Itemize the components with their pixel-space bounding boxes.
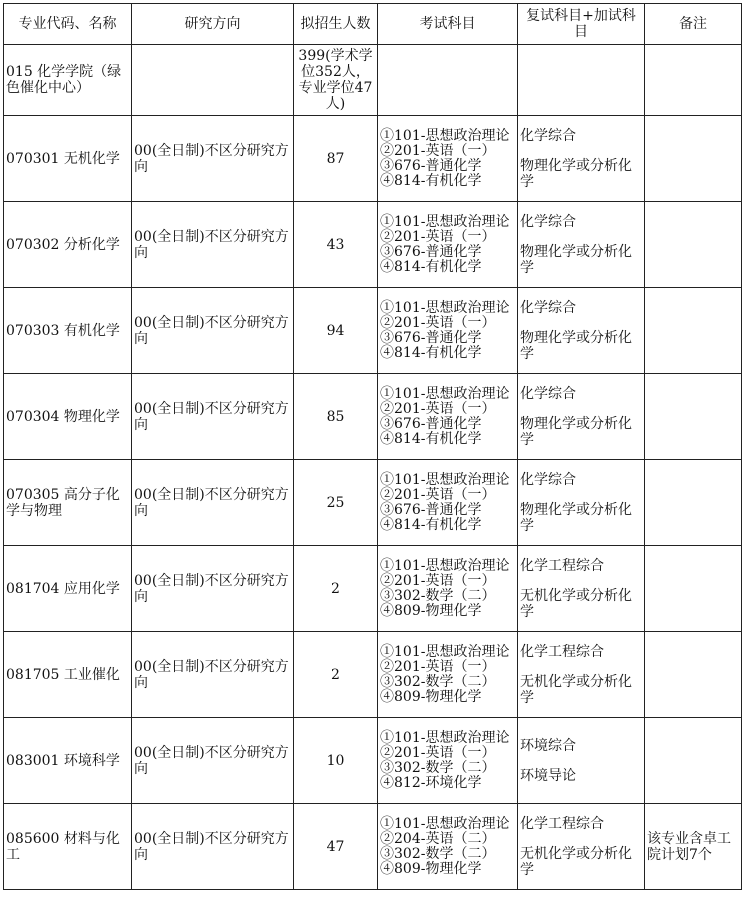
research-direction: 00(全日制)不区分研究方向 bbox=[132, 374, 294, 460]
exam-subject: ①101-思想政治理论 bbox=[380, 127, 510, 144]
department-quota: 399(学术学位352人，专业学位47人) bbox=[294, 45, 378, 116]
exam-subject: ②201-英语（一） bbox=[380, 486, 496, 503]
retest-subjects bbox=[518, 202, 645, 288]
note-cell: 该专业含卓工院计划7个 bbox=[645, 804, 742, 890]
retest-subject: 环境综合 bbox=[520, 737, 576, 754]
retest-subjects bbox=[518, 288, 645, 374]
header-retest: 复试科目+加试科目 bbox=[518, 4, 645, 45]
exam-subject: ②204-英语（二） bbox=[380, 830, 496, 847]
major-code-name: 070303 有机化学 bbox=[4, 288, 132, 374]
major-code-name: 083001 环境科学 bbox=[4, 718, 132, 804]
exam-subjects bbox=[378, 374, 518, 460]
exam-subject: ①101-思想政治理论 bbox=[380, 299, 510, 316]
research-direction: 00(全日制)不区分研究方向 bbox=[132, 632, 294, 718]
retest-subject: 化学综合 bbox=[520, 299, 576, 316]
header-code-name: 专业代码、名称 bbox=[4, 4, 132, 45]
exam-subject: ③302-数学（二） bbox=[380, 845, 496, 862]
exam-subject: ④814-有机化学 bbox=[380, 430, 482, 447]
retest-subjects bbox=[518, 460, 645, 546]
retest-gap bbox=[520, 574, 642, 588]
department-note bbox=[645, 45, 742, 116]
exam-subject: ③676-普通化学 bbox=[380, 329, 482, 346]
note-cell bbox=[645, 288, 742, 374]
exam-subject: ①101-思想政治理论 bbox=[380, 815, 510, 832]
exam-subject: ③302-数学（二） bbox=[380, 673, 496, 690]
exam-subjects bbox=[378, 546, 518, 632]
enrollment-quota: 85 bbox=[294, 374, 378, 460]
exam-subjects bbox=[378, 116, 518, 202]
exam-subject: ④809-物理化学 bbox=[380, 602, 482, 619]
retest-subject: 化学工程综合 bbox=[520, 815, 604, 832]
retest-subject: 环境导论 bbox=[520, 767, 576, 784]
retest-subject: 化学工程综合 bbox=[520, 557, 604, 574]
exam-subject: ②201-英语（一） bbox=[380, 658, 496, 675]
enrollment-quota: 2 bbox=[294, 632, 378, 718]
admissions-table bbox=[3, 3, 742, 890]
exam-subject: ②201-英语（一） bbox=[380, 744, 496, 761]
table-row bbox=[4, 546, 742, 632]
exam-subject: ③676-普通化学 bbox=[380, 415, 482, 432]
retest-subject: 物理化学或分析化学 bbox=[520, 415, 632, 448]
header-quota: 拟招生人数 bbox=[294, 4, 378, 45]
retest-gap bbox=[520, 402, 642, 416]
retest-subject: 物理化学或分析化学 bbox=[520, 329, 632, 362]
research-direction: 00(全日制)不区分研究方向 bbox=[132, 546, 294, 632]
exam-subjects bbox=[378, 460, 518, 546]
department-row bbox=[4, 45, 742, 116]
major-code-name: 070302 分析化学 bbox=[4, 202, 132, 288]
exam-subject: ②201-英语（一） bbox=[380, 314, 496, 331]
exam-subject: ①101-思想政治理论 bbox=[380, 385, 510, 402]
department-exam bbox=[378, 45, 518, 116]
department-retest bbox=[518, 45, 645, 116]
retest-subjects bbox=[518, 632, 645, 718]
retest-gap bbox=[520, 488, 642, 502]
exam-subject: ②201-英语（一） bbox=[380, 572, 496, 589]
research-direction: 00(全日制)不区分研究方向 bbox=[132, 460, 294, 546]
note-cell bbox=[645, 374, 742, 460]
retest-subjects bbox=[518, 546, 645, 632]
exam-subject: ③676-普通化学 bbox=[380, 243, 482, 260]
research-direction: 00(全日制)不区分研究方向 bbox=[132, 116, 294, 202]
retest-subjects bbox=[518, 116, 645, 202]
exam-subject: ③676-普通化学 bbox=[380, 157, 482, 174]
exam-subjects bbox=[378, 288, 518, 374]
retest-gap bbox=[520, 832, 642, 846]
retest-subject: 物理化学或分析化学 bbox=[520, 157, 632, 190]
major-code-name: 085600 材料与化工 bbox=[4, 804, 132, 890]
enrollment-quota: 25 bbox=[294, 460, 378, 546]
note-cell bbox=[645, 546, 742, 632]
retest-gap bbox=[520, 660, 642, 674]
table-row bbox=[4, 202, 742, 288]
exam-subject: ④814-有机化学 bbox=[380, 258, 482, 275]
exam-subject: ①101-思想政治理论 bbox=[380, 557, 510, 574]
enrollment-quota: 10 bbox=[294, 718, 378, 804]
enrollment-quota: 2 bbox=[294, 546, 378, 632]
retest-gap bbox=[520, 316, 642, 330]
major-code-name: 070305 高分子化学与物理 bbox=[4, 460, 132, 546]
retest-gap bbox=[520, 230, 642, 244]
retest-gap bbox=[520, 144, 642, 158]
enrollment-quota: 94 bbox=[294, 288, 378, 374]
retest-subject: 无机化学或分析化学 bbox=[520, 673, 632, 706]
exam-subject: ④814-有机化学 bbox=[380, 344, 482, 361]
enrollment-quota: 87 bbox=[294, 116, 378, 202]
major-code-name: 081705 工业催化 bbox=[4, 632, 132, 718]
retest-subject: 化学综合 bbox=[520, 127, 576, 144]
note-cell bbox=[645, 460, 742, 546]
note-cell bbox=[645, 116, 742, 202]
retest-subject: 无机化学或分析化学 bbox=[520, 587, 632, 620]
retest-subject: 物理化学或分析化学 bbox=[520, 501, 632, 534]
research-direction: 00(全日制)不区分研究方向 bbox=[132, 288, 294, 374]
enrollment-quota: 47 bbox=[294, 804, 378, 890]
retest-subjects bbox=[518, 374, 645, 460]
retest-subject: 化学综合 bbox=[520, 385, 576, 402]
retest-subject: 化学工程综合 bbox=[520, 643, 604, 660]
table-row bbox=[4, 632, 742, 718]
enrollment-quota: 43 bbox=[294, 202, 378, 288]
exam-subject: ①101-思想政治理论 bbox=[380, 471, 510, 488]
major-code-name: 070301 无机化学 bbox=[4, 116, 132, 202]
exam-subject: ③302-数学（二） bbox=[380, 587, 496, 604]
research-direction: 00(全日制)不区分研究方向 bbox=[132, 718, 294, 804]
note-cell bbox=[645, 202, 742, 288]
retest-subject: 物理化学或分析化学 bbox=[520, 243, 632, 276]
header-exam: 考试科目 bbox=[378, 4, 518, 45]
major-code-name: 081704 应用化学 bbox=[4, 546, 132, 632]
exam-subject: ④809-物理化学 bbox=[380, 688, 482, 705]
retest-gap bbox=[520, 754, 642, 768]
table-row bbox=[4, 804, 742, 890]
exam-subjects bbox=[378, 804, 518, 890]
exam-subject: ②201-英语（一） bbox=[380, 400, 496, 417]
research-direction: 00(全日制)不区分研究方向 bbox=[132, 202, 294, 288]
exam-subject: ②201-英语（一） bbox=[380, 228, 496, 245]
retest-subject: 化学综合 bbox=[520, 471, 576, 488]
exam-subject: ③302-数学（二） bbox=[380, 759, 496, 776]
table-row bbox=[4, 116, 742, 202]
research-direction: 00(全日制)不区分研究方向 bbox=[132, 804, 294, 890]
note-cell bbox=[645, 632, 742, 718]
note-cell bbox=[645, 718, 742, 804]
header-direction: 研究方向 bbox=[132, 4, 294, 45]
retest-subjects bbox=[518, 718, 645, 804]
exam-subjects bbox=[378, 718, 518, 804]
exam-subject: ①101-思想政治理论 bbox=[380, 643, 510, 660]
table-row bbox=[4, 460, 742, 546]
exam-subject: ④809-物理化学 bbox=[380, 860, 482, 877]
retest-subject: 化学综合 bbox=[520, 213, 576, 230]
retest-subjects bbox=[518, 804, 645, 890]
table-row bbox=[4, 374, 742, 460]
exam-subject: ①101-思想政治理论 bbox=[380, 729, 510, 746]
exam-subjects bbox=[378, 202, 518, 288]
major-code-name: 070304 物理化学 bbox=[4, 374, 132, 460]
department-direction bbox=[132, 45, 294, 116]
table-row bbox=[4, 288, 742, 374]
department-name: 015 化学学院（绿色催化中心） bbox=[4, 45, 132, 116]
header-note: 备注 bbox=[645, 4, 742, 45]
exam-subject: ③676-普通化学 bbox=[380, 501, 482, 518]
retest-subject: 无机化学或分析化学 bbox=[520, 845, 632, 878]
exam-subject: ①101-思想政治理论 bbox=[380, 213, 510, 230]
exam-subject: ④814-有机化学 bbox=[380, 516, 482, 533]
exam-subjects bbox=[378, 632, 518, 718]
table-row bbox=[4, 718, 742, 804]
exam-subject: ②201-英语（一） bbox=[380, 142, 496, 159]
header-row bbox=[4, 4, 742, 45]
exam-subject: ④814-有机化学 bbox=[380, 172, 482, 189]
exam-subject: ④812-环境化学 bbox=[380, 774, 482, 791]
